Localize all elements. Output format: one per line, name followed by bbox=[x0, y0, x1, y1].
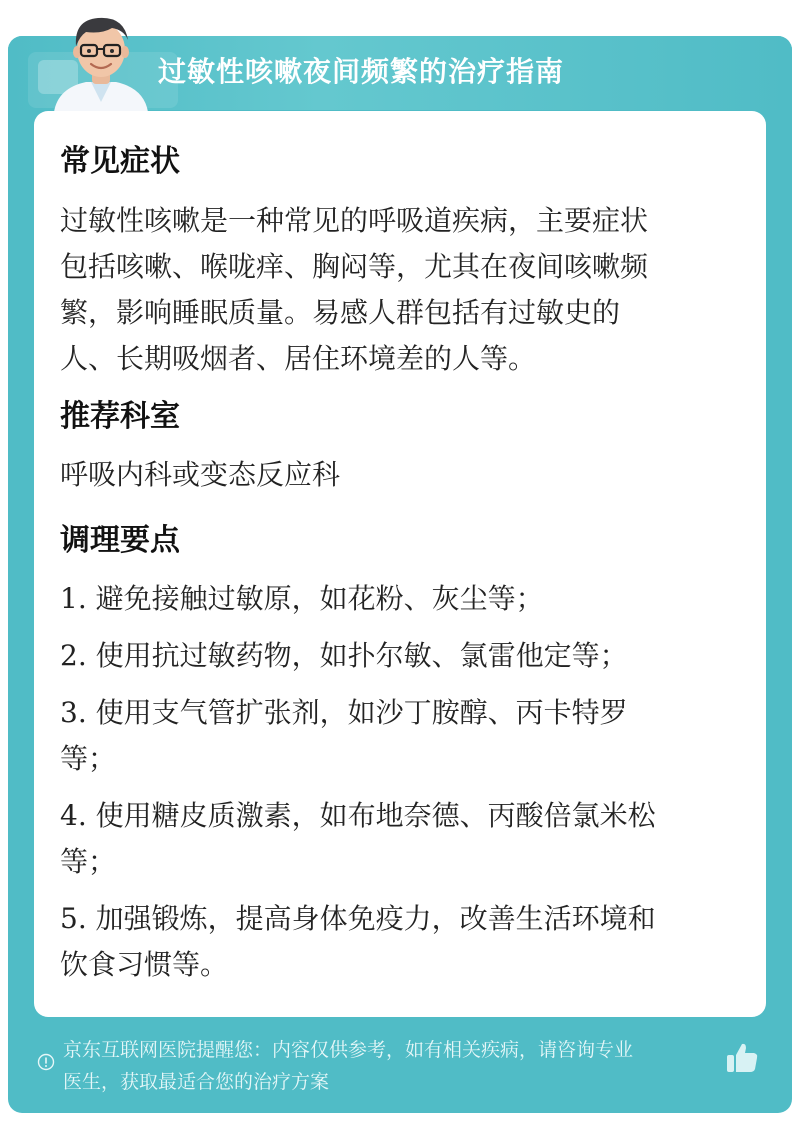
care-item-1-number: 1. bbox=[60, 582, 87, 615]
content-card bbox=[34, 111, 766, 1017]
thumbs-up-icon[interactable] bbox=[724, 1040, 760, 1076]
disclaimer-text bbox=[63, 1034, 728, 1098]
symptoms-title: 常见症状 bbox=[60, 144, 180, 179]
care-item-3-text: 使用支气管扩张剂，如沙丁胺醇、丙卡特罗 bbox=[95, 696, 628, 729]
care-item-5-text: 加强锻炼，提高身体免疫力，改善生活环境和 bbox=[95, 902, 656, 935]
disclaimer-line-1: 京东互联网医院提醒您：内容仅供参考，如有相关疾病，请咨询专业 bbox=[63, 1039, 634, 1061]
care-item-4-number: 4. bbox=[60, 799, 87, 832]
disclaimer-line-2: 医生，获取最适合您的治疗方案 bbox=[63, 1071, 330, 1093]
page-title: 过敏性咳嗽夜间频繁的治疗指南 bbox=[158, 55, 565, 88]
department-text: 呼吸内科或变态反应科 bbox=[60, 458, 341, 491]
care-title: 调理要点 bbox=[60, 523, 180, 558]
care-item-1-text: 避免接触过敏原，如花粉、灰尘等； bbox=[95, 582, 544, 615]
care-item-2-number: 2. bbox=[60, 639, 87, 672]
care-item-4-cont: 等； bbox=[60, 845, 117, 878]
info-circle-icon bbox=[37, 1053, 55, 1071]
care-item-4 bbox=[60, 793, 740, 839]
care-item-5-number: 5. bbox=[60, 902, 87, 935]
care-item-2-text: 使用抗过敏药物，如扑尔敏、氯雷他定等； bbox=[95, 639, 628, 672]
department-title: 推荐科室 bbox=[60, 399, 180, 434]
symptoms-line-1: 过敏性咳嗽是一种常见的呼吸道疾病，主要症状 bbox=[60, 204, 649, 237]
symptoms-line-4: 人、长期吸烟者、居住环境差的人等。 bbox=[60, 342, 537, 375]
care-item-3 bbox=[60, 690, 740, 736]
care-item-4-text: 使用糖皮质激素，如布地奈德、丙酸倍氯米松 bbox=[95, 799, 656, 832]
doctor-avatar-icon bbox=[46, 6, 156, 112]
care-item-3-cont: 等； bbox=[60, 742, 117, 775]
symptoms-line-3: 繁，影响睡眠质量。易感人群包括有过敏史的 bbox=[60, 296, 621, 329]
care-item-1 bbox=[60, 576, 740, 622]
care-item-2 bbox=[60, 633, 740, 679]
care-item-5-cont: 饮食习惯等。 bbox=[60, 948, 229, 981]
care-item-5 bbox=[60, 896, 740, 942]
symptoms-line-2: 包括咳嗽、喉咙痒、胸闷等，尤其在夜间咳嗽频 bbox=[60, 250, 649, 283]
care-item-3-number: 3. bbox=[60, 696, 87, 729]
